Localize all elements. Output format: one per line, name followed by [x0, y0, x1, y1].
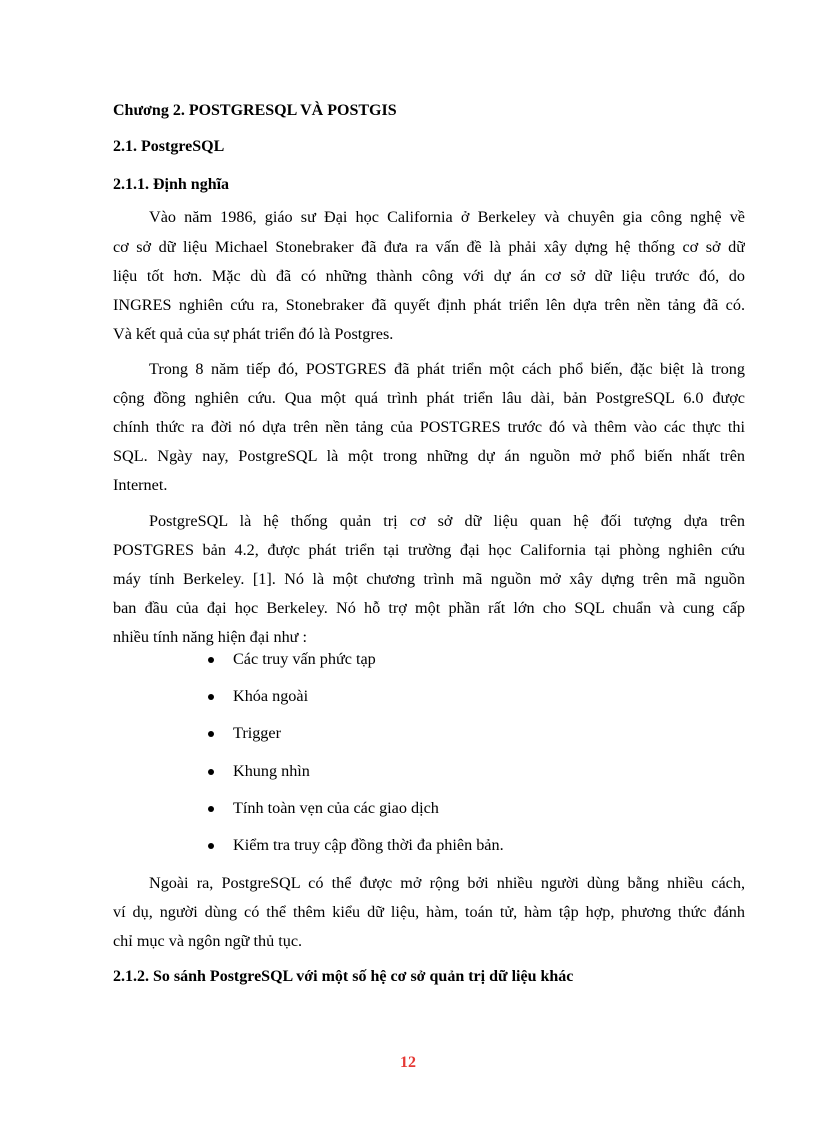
subsection-title: 2.1.2. So sánh PostgreSQL với một số hệ cơ sở quản trị dữ liệu khác — [113, 968, 574, 985]
paragraph-line: INGRES nghiên cứu ra, Stonebraker đã quyết định phát triển lên dựa trên nền tảng đã có. — [113, 296, 745, 314]
bullet-icon — [208, 806, 214, 812]
paragraph-line: cơ sở dữ liệu Michael Stonebraker đã đưa ra vấn đề là phải xây dựng hệ thống cơ sở dữ — [113, 238, 745, 256]
bullet-icon — [208, 843, 214, 849]
bullet-icon — [208, 769, 214, 775]
paragraph-line: ví dụ, người dùng có thể thêm kiểu dữ liệu, hàm, toán tử, hàm tập hợp, phương thức đánh — [113, 903, 745, 921]
paragraph-line: Ngoài ra, PostgreSQL có thể được mở rộng bởi nhiều người dùng bằng nhiều cách, — [149, 874, 745, 892]
paragraph-line: Trong 8 năm tiếp đó, POSTGRES đã phát triển một cách phổ biến, đặc biệt là trong — [149, 360, 745, 378]
list-item-text: Khóa ngoài — [233, 687, 309, 705]
list-item-text: Tính toàn vẹn của các giao dịch — [233, 799, 439, 817]
list-item-text: Khung nhìn — [233, 762, 310, 780]
list-item-text: Các truy vấn phức tạp — [233, 650, 376, 668]
paragraph-line: Và kết quả của sự phát triển đó là Postgres. — [113, 325, 394, 343]
paragraph-line: SQL. Ngày nay, PostgreSQL là một trong những dự án nguồn mở phổ biến nhất trên — [113, 447, 745, 465]
bullet-icon — [208, 657, 214, 663]
paragraph-line: Vào năm 1986, giáo sư Đại học California ở Berkeley và chuyên gia công nghệ về — [149, 208, 745, 226]
paragraph-line: Internet. — [113, 476, 168, 494]
paragraph-line: nhiều tính năng hiện đại như : — [113, 628, 307, 646]
chapter-title: Chương 2. POSTGRESQL VÀ POSTGIS — [113, 102, 397, 119]
paragraph-line: liệu tốt hơn. Mặc dù đã có những thành công với dự án cơ sở dữ liệu trước đó, do — [113, 267, 745, 285]
paragraph-line: chính thức ra đời nó dựa trên nền tảng của POSTGRES trước đó và thêm vào các thực thi — [113, 418, 745, 436]
list-item-text: Trigger — [233, 724, 281, 742]
bullet-icon — [208, 731, 214, 737]
paragraph-line: cộng đồng nghiên cứu. Qua một quá trình phát triển lâu dài, bản PostgreSQL 6.0 được — [113, 389, 745, 407]
page-number: 12 — [400, 1054, 416, 1071]
paragraph-line: máy tính Berkeley. [1]. Nó là một chương trình mã nguồn mở xây dựng trên mã nguồn — [113, 570, 745, 588]
section-title: 2.1. PostgreSQL — [113, 138, 225, 155]
paragraph-line: POSTGRES bản 4.2, được phát triển tại trường đại học California tại phòng nghiên cứu — [113, 541, 745, 559]
list-item-text: Kiểm tra truy cập đồng thời đa phiên bản. — [233, 836, 504, 854]
bullet-icon — [208, 694, 214, 700]
subsection-title: 2.1.1. Định nghĩa — [113, 176, 230, 193]
paragraph-line: PostgreSQL là hệ thống quản trị cơ sở dữ liệu quan hệ đối tượng dựa trên — [149, 512, 745, 530]
paragraph-line: chỉ mục và ngôn ngữ thủ tục. — [113, 932, 303, 950]
paragraph-line: ban đầu của đại học Berkeley. Nó hỗ trợ một phần rất lớn cho SQL chuẩn và cung cấp — [113, 599, 745, 617]
